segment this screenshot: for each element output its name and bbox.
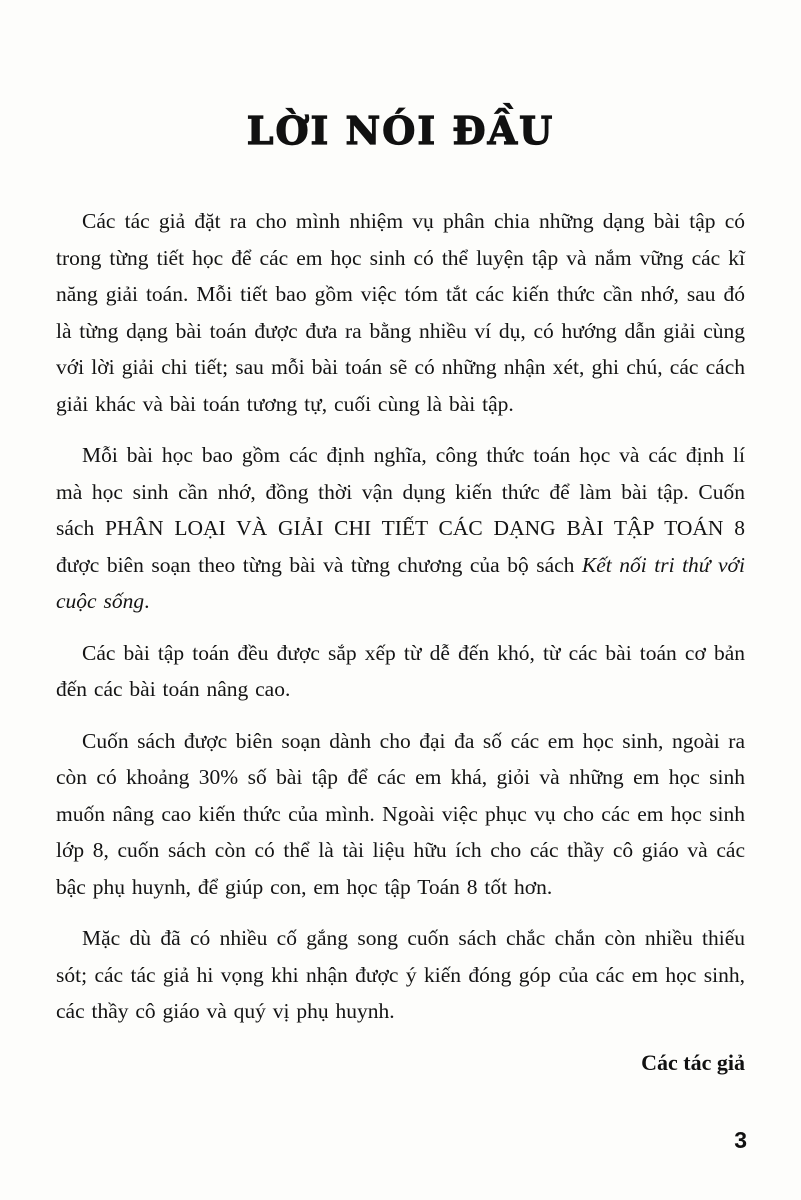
paragraph (56, 635, 745, 708)
page-title: LỜI NÓI ĐẦU (246, 108, 555, 153)
text-run: Mặc dù đã có nhiều cố gắng song cuốn sách chắc chắn còn nhiều thiếu sót; các tác giả hi vọng khi nhận được ý kiến đóng góp của các em học sinh, các thầy cô giáo và quý vị phụ huynh. (56, 926, 745, 1023)
text-run: Các bài tập toán đều được sắp xếp từ dễ đến khó, từ các bài toán cơ bản đến các bài toán nâng cao. (56, 640, 745, 701)
page-number: 3 (734, 1127, 747, 1153)
text-run: Các tác giả đặt ra cho mình nhiệm vụ phân chia những dạng bài tập có trong từng tiết học để các em học sinh có thể luyện tập và nắm vững các kĩ năng giải toán. Mỗi tiết bao gồm việc tóm tắt các kiến thức cần nhớ, sau đó là từng dạng bài toán được đưa ra bằng nhiều ví dụ, có hướng dẫn giải cùng với lời giải chi tiết; sau mỗi bài toán sẽ có những nhận xét, ghi chú, các cách giải khác và bài toán tương tự, cuối cùng là bài tập. (56, 209, 745, 416)
page-content (56, 0, 745, 1076)
body-text (56, 203, 745, 1030)
paragraph (56, 723, 745, 906)
text-run: . (144, 589, 150, 613)
italic-text-run: Kết nối tri thứ với cuộc sống (56, 552, 746, 613)
paragraph (56, 437, 745, 620)
paragraph (56, 203, 745, 422)
text-run: Cuốn sách được biên soạn dành cho đại đa số các em học sinh, ngoài ra còn có khoảng 30% số bài tập để các em khá, giỏi và những em học sinh muốn nâng cao kiến thức của mình. Ngoài việc phục vụ cho các em học sinh lớp 8, cuốn sách còn có thể là tài liệu hữu ích cho các thầy cô giáo và các bậc phụ huynh, để giúp con, em học tập Toán 8 tốt hơn. (56, 728, 745, 899)
text-run: Mỗi bài học bao gồm các định nghĩa, công thức toán học và các định lí mà học sinh cần nhớ, đồng thời vận dụng kiến thức để làm bài tập. Cuốn sách PHÂN LOẠI VÀ GIẢI CHI TIẾT CÁC DẠNG BÀI TẬP TOÁN 8 được biên soạn theo từng bài và từng chương của bộ sách (56, 443, 745, 577)
author-signature: Các tác giả (641, 1049, 745, 1075)
paragraph (56, 920, 745, 1030)
